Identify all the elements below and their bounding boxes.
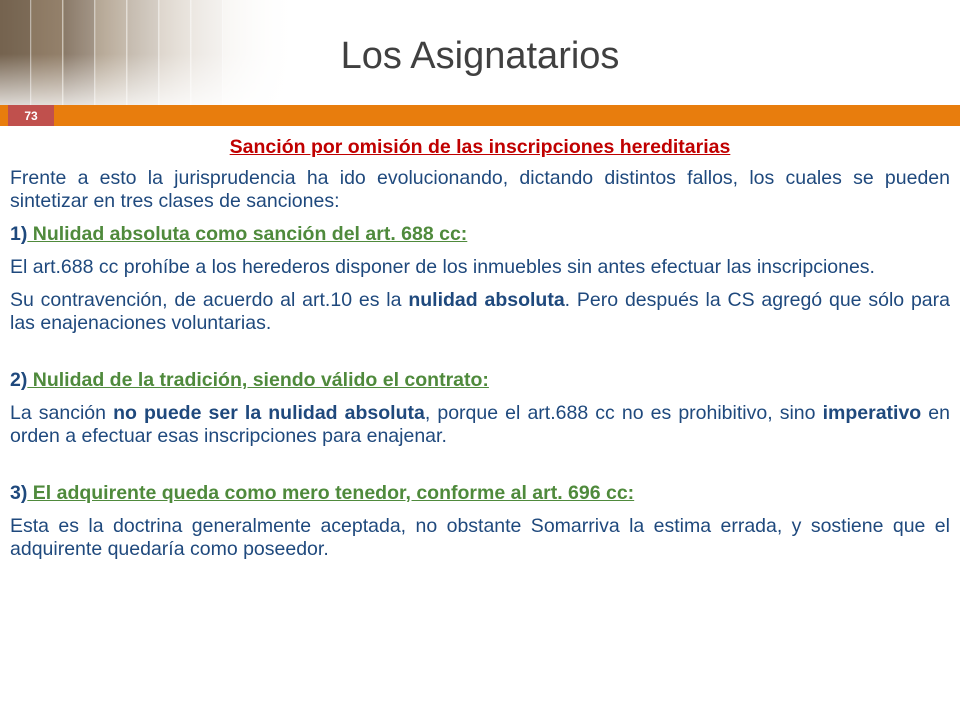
section-heading: Sanción por omisión de las inscripciones hereditarias [229,136,731,158]
subheading-number: 1) [10,223,28,245]
text-run: Su contravención, de acuerdo al art.10 es la [10,289,409,311]
bold-text: no puede ser la nulidad absoluta [113,402,425,424]
text-run: La sanción [10,402,114,424]
subheading-number: 2) [10,369,28,391]
bold-text: imperativo [822,402,922,424]
subheading-number: 3) [10,482,28,504]
subheading-3 [10,482,950,505]
paragraph-1b [10,289,950,335]
subheading-text: Nulidad de la tradición, siendo válido el contrato: [27,369,489,391]
text-run: en orden a efectuar esas inscripciones para enajenar. [10,402,951,447]
intro-paragraph: Frente a esto la jurisprudencia ha ido evolucionando, dictando distintos fallos, los cuales se pueden sintetizar en tres clases de sanciones: [10,167,950,212]
bold-text: nulidad absoluta [408,289,565,311]
text-run: , porque el art.688 cc no es prohibitivo, sino [424,402,823,424]
paragraph-3: Esta es la doctrina generalmente aceptada, no obstante Somarriva la estima errada, y sostiene que el adquirente quedaría como poseedor. [10,515,950,560]
subheading-1 [10,223,950,246]
accent-bar [54,105,960,126]
text-run: . Pero después la CS agregó que sólo para las enajenaciones voluntarias. [10,289,950,334]
paragraph-2 [10,402,950,448]
subheading-text: Nulidad absoluta como sanción del art. 688 cc: [27,223,468,245]
slide-title: Los Asignatarios [340,35,620,77]
slide-body [10,136,950,561]
accent-bar-left [0,105,8,126]
subheading-text: El adquirente queda como mero tenedor, conforme al art. 696 cc: [27,482,635,504]
paragraph-1a: El art.688 cc prohíbe a los herederos disponer de los inmuebles sin antes efectuar las inscripciones. [10,256,875,278]
subheading-2 [10,369,950,392]
slide-number-badge: 73 [8,105,54,126]
